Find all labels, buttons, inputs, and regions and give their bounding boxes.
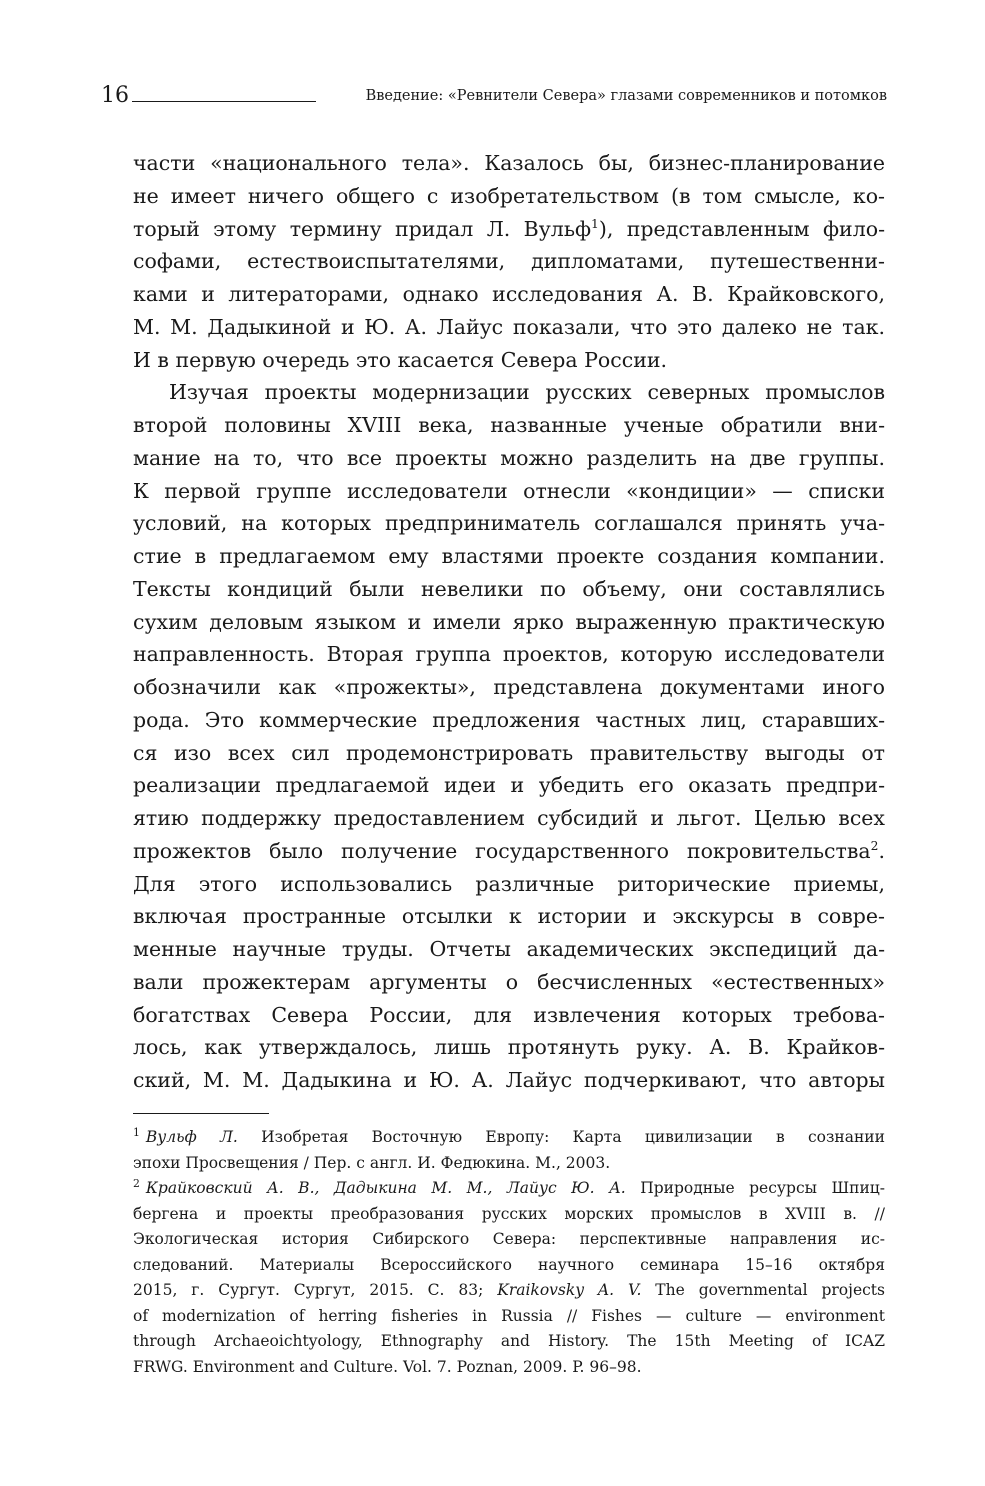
- footnote-2-line: through Archaeoichtyology, Ethnography and History. The 15th Meeting of ICAZ: [133, 1332, 885, 1350]
- text-line: К первой группе исследователи отнесли «кондиции» — списки: [133, 478, 885, 503]
- footnote-number: 1: [133, 1125, 140, 1139]
- text-line: рода. Это коммерческие предложения частных лиц, старавших-: [133, 707, 885, 732]
- footnotes: [133, 1125, 885, 1380]
- text-line: сухим деловым языком и имели ярко выраженную практическую: [133, 609, 885, 634]
- text-line: ками и литераторами, однако исследования А. В. Крайковского,: [133, 282, 885, 306]
- text-line: условий, на которых предприниматель соглашался принять уча-: [133, 511, 885, 536]
- running-head: [101, 84, 887, 108]
- footnote-authors: Крайковский А. В., Дадыкина М. М., Лайус Ю. А.: [145, 1179, 626, 1197]
- footnote-2-line: Экологическая история Сибирского Севера: перспективные направления ис-: [133, 1230, 885, 1248]
- text-line: направленность. Вторая группа проектов, которую исследователи: [133, 642, 885, 667]
- running-title: Введение: «Ревнители Севера» глазами современников и потомков: [365, 88, 887, 104]
- footnote-1: $^1$ Вульф Л. Изобретая Восточную Европу: Карта цивилизации в сознании: [133, 1125, 885, 1146]
- text-line: включая пространные отсылки к истории и экскурсы в совре-: [133, 904, 885, 929]
- text-line: второй половины XVIII века, названные ученые обратили вни-: [133, 413, 885, 437]
- footnote-2-line: бергена и проекты преобразования русских морских промыслов в XVIII в. //: [133, 1204, 885, 1223]
- text-line: части «национального тела». Казалось бы, бизнес-планирование: [133, 151, 885, 175]
- text-line: не имеет ничего общего с изобретательством (в том смысле, ко-: [133, 183, 885, 208]
- text-line: ся изо всех сил продемонстрировать правительству выгоды от: [133, 740, 885, 765]
- text-line: богатствах Севера России, для извлечения которых требова-: [133, 1002, 885, 1027]
- text-line: торый этому термину придал Л. Вульф$^1$), представленным фило-: [133, 216, 886, 241]
- footnote-2-line: следований. Материалы Всероссийского научного семинара 15–16 октября: [133, 1255, 885, 1274]
- footnote-ref-2[interactable]: 2: [870, 838, 879, 853]
- text-line: обозначили как «прожекты», представлена документами иного: [133, 675, 885, 699]
- text-line: прожектов было получение государственного покровительства$^2$.: [133, 838, 885, 863]
- text-line: И в первую очередь это касается Севера России.: [133, 347, 668, 372]
- paragraph-first-line: Изучая проекты модернизации русских северных промыслов: [169, 380, 885, 405]
- text-line: Тексты кондиций были невелики по объему, они составлялись: [133, 576, 885, 601]
- text-line: ский, М. М. Дадыкина и Ю. А. Лайус подчеркивают, что авторы: [133, 1068, 885, 1092]
- text-line: менные научные труды. Отчеты академических экспедиций да-: [133, 937, 885, 961]
- footnote-2-line: of modernization of herring fisheries in Russia // Fishes — culture — environment: [133, 1306, 885, 1325]
- footnote-separator: [133, 1113, 269, 1114]
- page-number: 16: [101, 83, 129, 108]
- text-line: Для этого использовались различные риторические приемы,: [133, 871, 885, 896]
- text-line: ятию поддержку предоставлением субсидий и льгот. Целью всех: [133, 806, 885, 830]
- footnote-ref-1[interactable]: 1: [591, 216, 599, 231]
- footnote-2: $^2$ Крайковский А. В., Дадыкина М. М., Лайус Ю. А. Природные ресурсы Шпиц-: [133, 1176, 885, 1197]
- footnote-2-line: 2015, г. Сургут. Сургут, 2015. С. 83; Kraikovsky A. V. The governmental projects: [133, 1281, 885, 1299]
- text-line: вали прожектерам аргументы о бесчисленных «естественных»: [133, 969, 885, 994]
- text-line: М. М. Дадыкиной и Ю. А. Лайус показали, что это далеко не так.: [133, 314, 885, 339]
- text-line: стие в предлагаемом ему властями проекте создания компании.: [133, 544, 885, 568]
- footnote-1-cont: эпохи Просвещения / Пер. с англ. И. Федюкина. М., 2003.: [133, 1153, 611, 1172]
- footnote-author: Вульф Л.: [145, 1128, 238, 1146]
- text-line: софами, естествоиспытателями, дипломатами, путешественни-: [133, 249, 885, 274]
- footnote-author: Kraikovsky A. V.: [497, 1281, 642, 1299]
- main-text: [133, 147, 885, 1097]
- header-rule: [132, 101, 316, 102]
- text-line: реализации предлагаемой идеи и убедить его оказать предпри-: [133, 773, 885, 798]
- text-line: лось, как утверждалось, лишь протянуть руку. А. В. Крайков-: [133, 1035, 885, 1060]
- footnote-2-line: FRWG. Environment and Culture. Vol. 7. Poznan, 2009. P. 96–98.: [133, 1357, 642, 1376]
- text-line: мание на то, что все проекты можно разделить на две группы.: [133, 445, 885, 470]
- footnote-number: 2: [133, 1176, 140, 1190]
